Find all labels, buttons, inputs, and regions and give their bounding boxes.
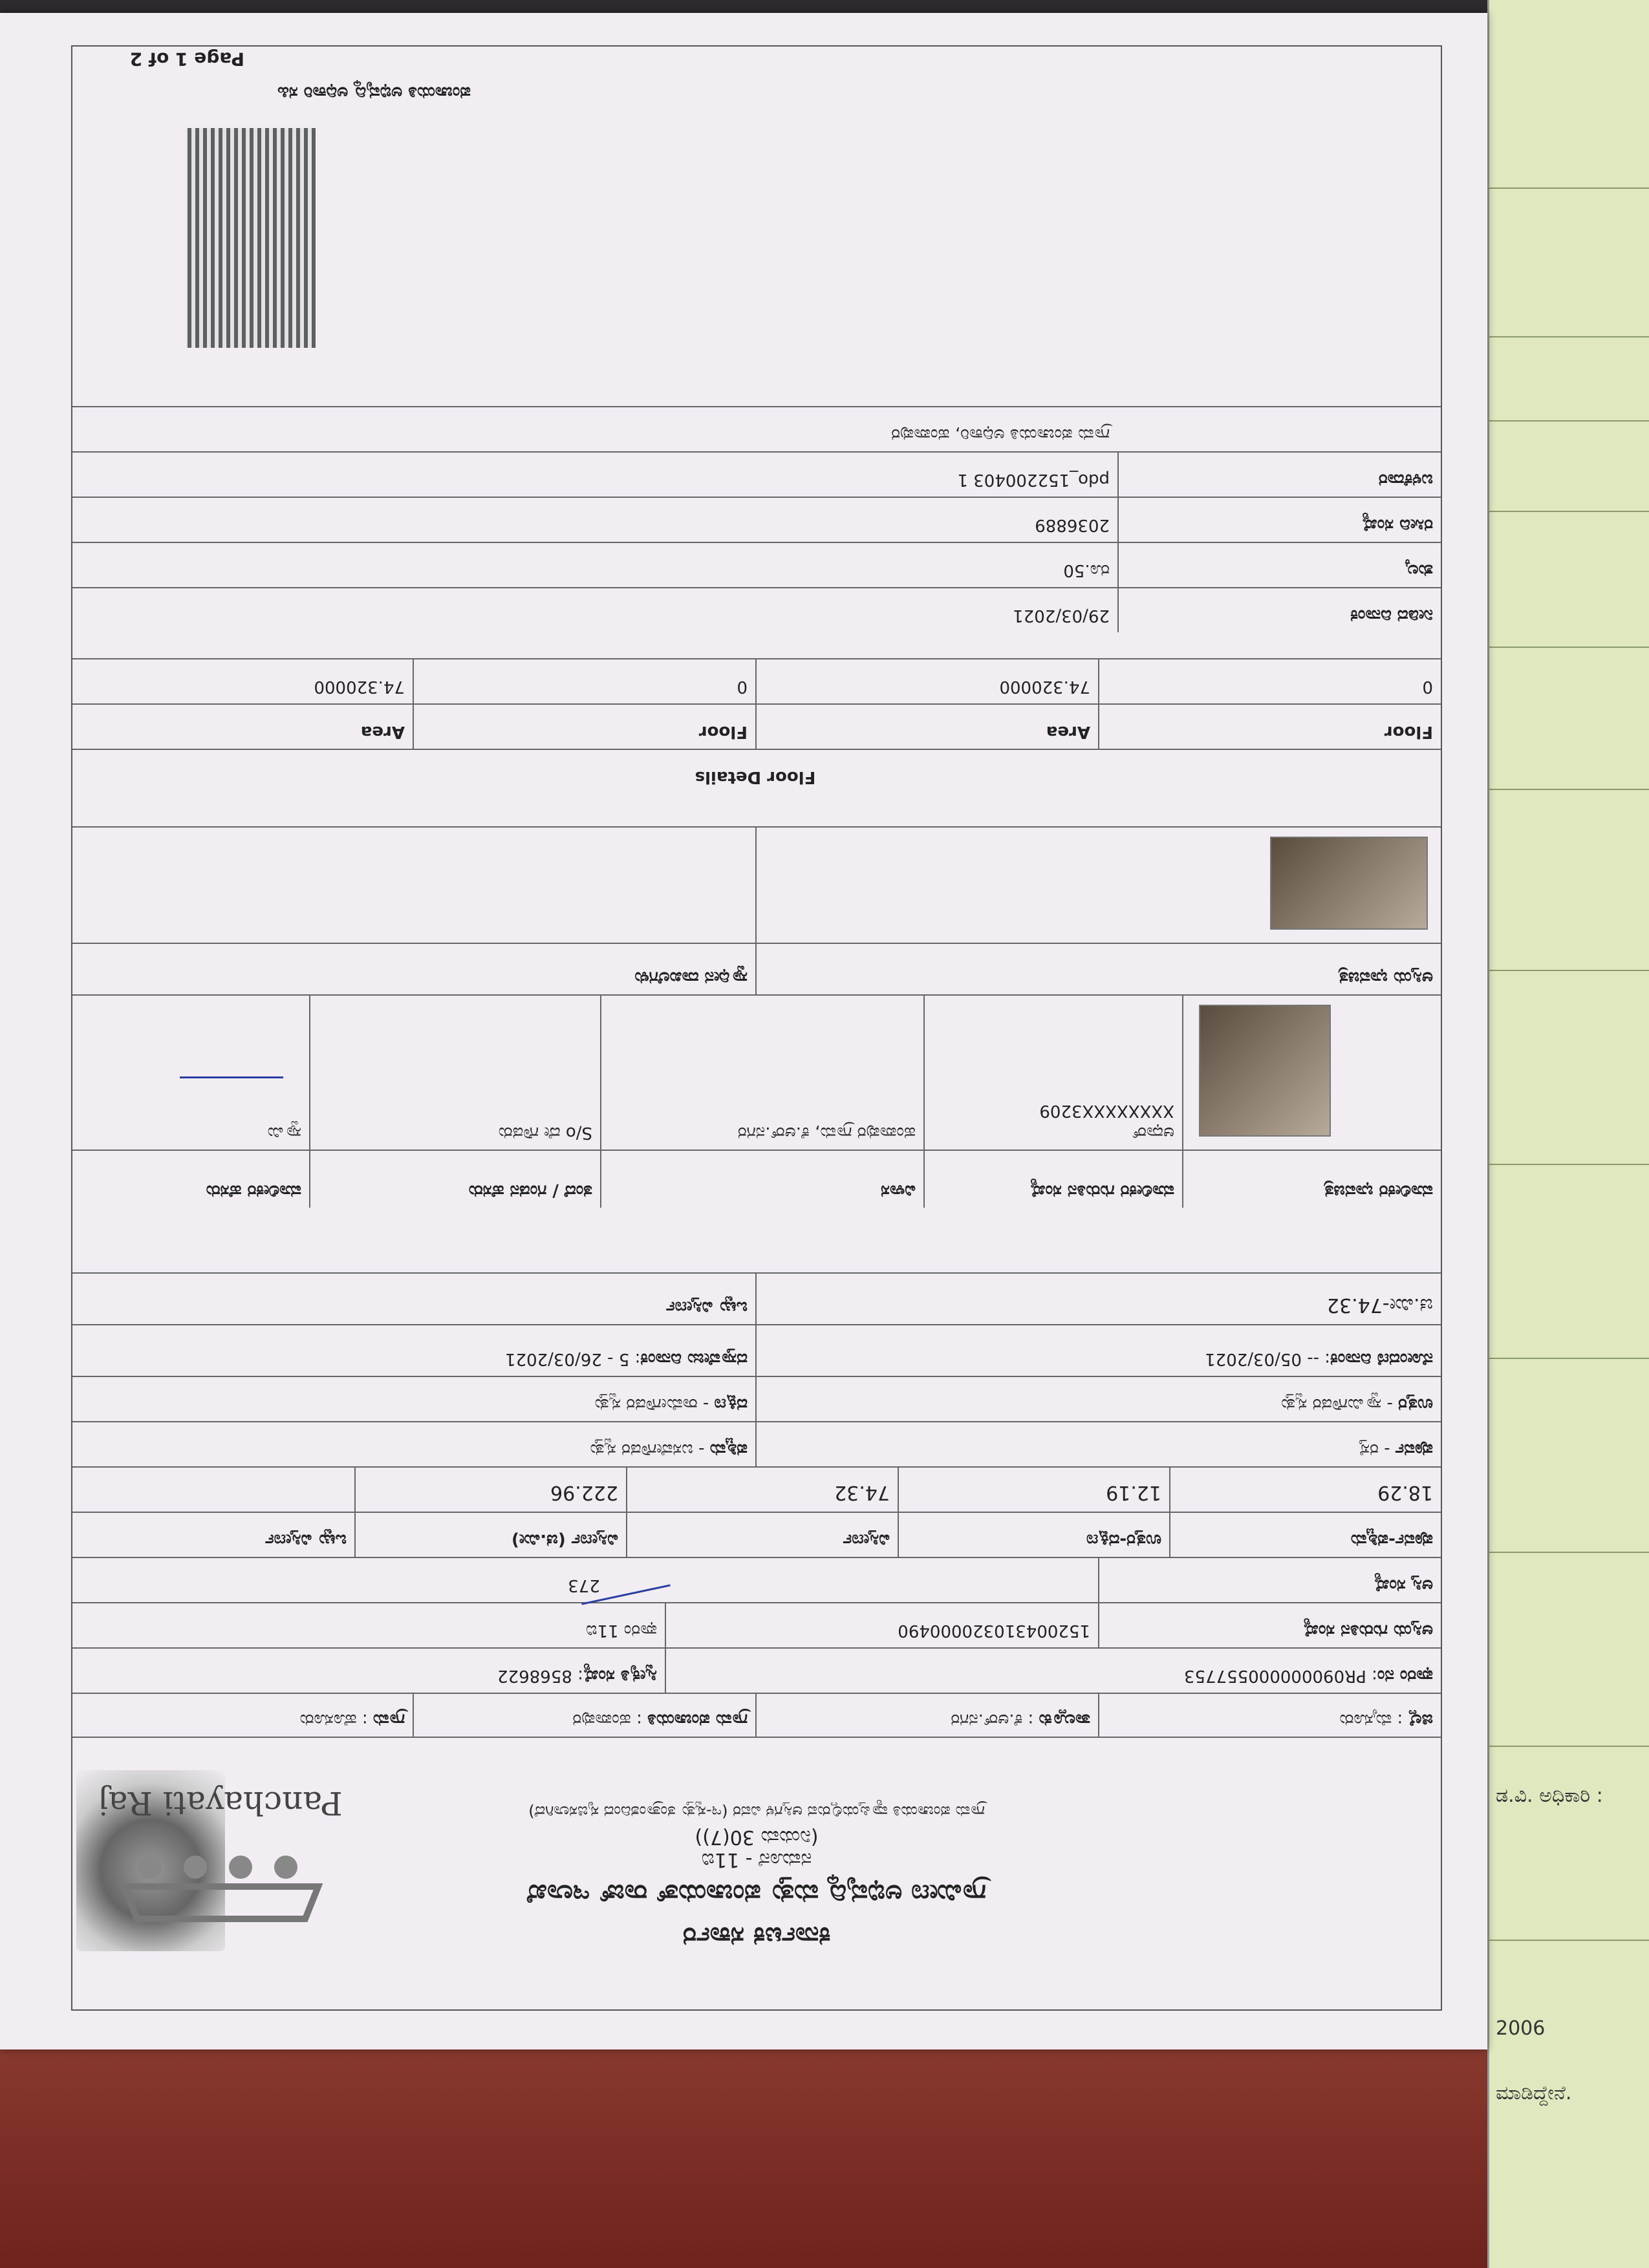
property-photo xyxy=(1270,837,1428,930)
dimension-ew: 18.29 xyxy=(1169,1468,1441,1512)
fee: ರೂ.50 xyxy=(1063,561,1110,580)
side-line-2: 2006 xyxy=(1496,2017,1546,2040)
signature-label: ಪಂಚಾಯತಿ ಅಭಿವೃದ್ಧಿ ಅಧಿಕಾರಿ ಸಹಿ xyxy=(277,83,471,102)
receipt-row: ರಸೀದಿ ಸಂಖ್ಯೆ 2036889 xyxy=(72,497,1441,542)
owner-photo xyxy=(1199,1005,1331,1137)
property-number: 273 xyxy=(568,1576,600,1595)
user-row: ಬಳಕೆದಾರ pdo_152200403 1 xyxy=(72,451,1441,497)
owner-header-row: ಮಾಲೀಕರ ಭಾವಚಿತ್ರ ಮಾಲೀಕರ ಗುರುತಿನ ಸಂಖ್ಯೆ ವಿಳಾಸ ತಂದೆ / ಗಂಡನ ಹೆಸರು ಮಾಲೀಕರ ಹೆಸರು xyxy=(72,1150,1441,1208)
issue-date-row: ನೀಡಿದ ದಿನಾಂಕ 29/03/2021 xyxy=(72,587,1441,632)
floor-section-row: Floor Details xyxy=(72,749,1441,794)
property-id-row: ಆಸ್ತಿಯ ಗುರುತಿನ ಸಂಖ್ಯೆ 152004310320000490 ಫಾರಂ 11ಬಿ xyxy=(72,1602,1441,1647)
dimension-ns: 12.19 xyxy=(898,1468,1169,1512)
table-surface xyxy=(0,2030,1649,2268)
ack-number: 8568622 xyxy=(497,1666,572,1685)
deed-date: 5 - 26/03/2021 xyxy=(505,1349,630,1369)
total-area: ಚ.ಮೀ-74.32 xyxy=(755,1274,1441,1324)
qr-code-icon xyxy=(186,128,316,348)
receipt-number: 2036889 xyxy=(1035,515,1110,535)
fee-row: ಶುಲ್ಕ ರೂ.50 xyxy=(72,542,1441,587)
area-row: ಚ.ಮೀ-74.32 ಒಟ್ಟು ವಿಸ್ತೀರ್ಣ xyxy=(72,1272,1441,1324)
issue-date: 29/03/2021 xyxy=(1013,606,1110,625)
officer: ಗ್ರಾಮ ಪಂಚಾಯತಿ ಅಧಿಕಾರಿ, ಹಂಪಾಪುರ xyxy=(891,425,1110,444)
side-sheet xyxy=(1487,0,1649,2268)
registration-date: -- 05/03/2021 xyxy=(1205,1349,1319,1369)
side-line-3: ಮಾಡಿದ್ದೇನೆ. xyxy=(1496,2082,1572,2104)
boundary-row-2: ಉತ್ತರ - ಸ್ವಾಮಿಗೌಡರ ಸ್ವತ್ತು ದಕ್ಷಿಣ - ರಾಮೇಗೌಡರ ಸ್ವತ್ತು xyxy=(72,1376,1441,1421)
floor-value-row: 0 74.320000 0 74.320000 xyxy=(72,658,1441,703)
form-code-row: ಫಾರಂ ನಂ: PR090000000557753 ಸ್ವೀಕೃತಿ ಸಂಖ್ಯೆ: 8568622 xyxy=(72,1647,1441,1693)
boundary-row-1: ಪೂರ್ವ - ರಸ್ತೆ ಪಶ್ಚಿಮ - ಬಸವೇಗೌಡರ ಸ್ವತ್ತು xyxy=(72,1421,1441,1466)
registration-row: ನೋಂದಣಿ ದಿನಾಂಕ: -- 05/03/2021 ದಸ್ತಾವೇಜು ದಿನಾಂಕ: 5 - 26/03/2021 xyxy=(72,1324,1441,1376)
form-sheet xyxy=(71,45,1442,2011)
owner-address: ಹಂಪಾಪುರ ಗ್ರಾಮ, ಕೆ.ಆರ್.ನಗರ xyxy=(600,996,923,1150)
property-no-row: ಆಸ್ತಿ ಸಂಖ್ಯೆ 273 xyxy=(72,1557,1441,1602)
location-row: ಜಿಲ್ಲೆ : ಮೈಸೂರು ತಾಲ್ಲೂಕು : ಕೆ.ಆರ್.ನಗರ ಗ್ರಾಮ ಪಂಚಾಯತಿ : ಹಂಪಾಪುರ ಗ್ರಾಮ : ಹೊಸೂರು xyxy=(72,1693,1441,1738)
owner-name: ಸ್ವಾಮಿ xyxy=(267,1123,301,1142)
dimension-header-row: ಪೂರ್ವ-ಪಶ್ಚಿಮ ಉತ್ತರ-ದಕ್ಷಿಣ ವಿಸ್ತೀರ್ಣ ವಿಸ್ತೀರ್ಣ (ಚ.ಮೀ) ಒಟ್ಟು ವಿಸ್ತೀರ್ಣ xyxy=(72,1512,1441,1557)
property-id: 152004310320000490 xyxy=(665,1603,1098,1647)
dept-title: ಗ್ರಾಮೀಣ ಅಭಿವೃದ್ಧಿ ಮತ್ತು ಪಂಚಾಯತ್ ರಾಜ್ ಇಲಾಖೆ xyxy=(527,1879,986,1909)
dimension-value-row xyxy=(72,1466,1441,1512)
owner-id-type: ಆಧಾರ್ xyxy=(1132,1123,1174,1142)
govt-title: ಕರ್ನಾಟಕ ಸರ್ಕಾರ xyxy=(682,1921,831,1951)
page-number: Page 1 of 2 xyxy=(129,48,244,70)
form-11b-document xyxy=(0,13,1487,2049)
form-code: PR090000000557753 xyxy=(1183,1666,1366,1685)
dimension-total: 222.96 xyxy=(354,1468,626,1512)
floor-header-row: Floor Area Floor Area xyxy=(72,703,1441,749)
rule-number: (ನಿಯಮ 30(7)) xyxy=(695,1826,819,1848)
form-number: ನಮೂನೆ - 11ಬಿ xyxy=(701,1848,812,1871)
form-description: ಗ್ರಾಮ ಪಂಚಾಯತಿ ವ್ಯಾಪ್ತಿಯಲ್ಲಿರುವ ಆಸ್ತಿಗಳ ವಿವರ (ಇ-ಸ್ವತ್ತು ತಂತ್ರಾಂಶದಿಂದ ಸೃಜಿಸಲಾಗಿದೆ) xyxy=(528,1803,985,1821)
property-photo-header-row: ಆಸ್ತಿಯ ಭಾವಚಿತ್ರ ಸ್ವಾಧೀನ ದಾಖಲೆಗಳು xyxy=(72,943,1441,994)
user-id: pdo_152200403 1 xyxy=(957,470,1110,489)
dimension-area: 74.32 xyxy=(626,1468,898,1512)
owner-id: XXXXXXXX3209 xyxy=(1039,1101,1174,1121)
property-photo-row xyxy=(72,826,1441,943)
panchayati-raj-text: Panchayati Raj xyxy=(98,1784,343,1822)
pen-mark-2 xyxy=(180,1076,283,1078)
header-block xyxy=(72,1803,1441,1951)
owner-relation: S/o ದೇ ಗೌಡರು xyxy=(309,996,600,1150)
side-line-1: ಡ.ವಿ. ಅಧಿಕಾರಿ : xyxy=(1496,1784,1603,1807)
owner-row xyxy=(72,994,1441,1150)
officer-row xyxy=(72,406,1441,451)
